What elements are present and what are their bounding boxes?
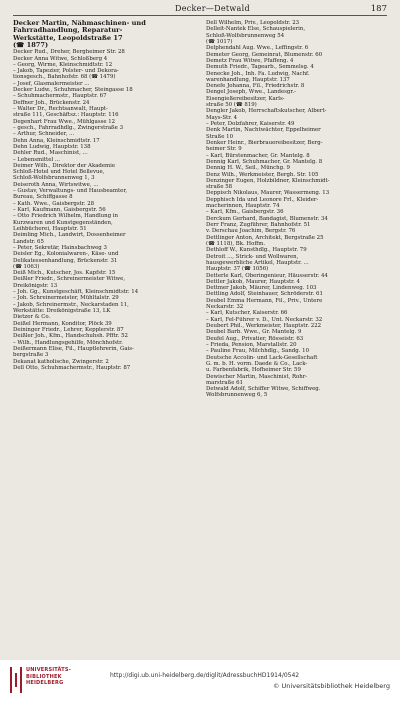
directory-line: – Pauline Frau, Milchhdlg., Sandg. 10 <box>206 348 309 355</box>
directory-line: (☎ 1118), Bk. Hoffm. <box>206 240 266 247</box>
directory-line: warenhandlung, Hauptstr. 137 <box>206 76 290 83</box>
directory-line: Dennig H. W., Seil., Münchg. 9 <box>206 165 290 172</box>
directory-line: Delleit-Nantek Else, Schauspielerin, <box>206 26 306 33</box>
directory-line: – Arthur, Schneider, ... <box>13 131 75 138</box>
directory-line: Detroit ..., Strick- und Wollwaren, <box>206 253 299 260</box>
directory-line: Fahrradhandlung, Reparatur- <box>13 27 123 35</box>
directory-line: – Kath. Wwe., Gaisbergstr. 28 <box>13 200 95 207</box>
directory-line: Delphendahl Aug. Wwe., Leffingstr. 6 <box>206 45 309 52</box>
directory-line: Dell Otto, Schuhmachermstr., Hauptstr. 87 <box>13 364 131 371</box>
directory-line: Denecke Joh., Inh. Fa. Ludwig, Nachf. <box>206 70 310 77</box>
directory-line: Landstr. 65 <box>13 238 44 245</box>
directory-line: Decker Rud., Dreher, Bergheimer Str. 28 <box>13 49 125 56</box>
directory-line: Denker Heinr., Bierbrauereibesitzer, Berg- <box>206 139 323 146</box>
directory-line: – Frieda, Pension, Marstallstr. 20 <box>206 341 297 348</box>
directory-line: Schloß-Hotel und Hotel Bellevue, <box>13 169 105 176</box>
directory-line: Detwald Adolf, Schiffer Witwe, Schiffweg. <box>206 386 321 393</box>
directory-line: – Walter Dr., Rechtsanwalt, Haupt- <box>13 106 108 112</box>
directory-line: Demetz Frau Witwe, Pfaffeng. 4 <box>206 57 294 64</box>
directory-line: Hauptstr. 37 (☎ 1056) <box>206 266 269 273</box>
running-head: Decker—Detwald <box>175 4 250 13</box>
directory-line: – Jakob, Schreinermstr., Neckarstaden 11, <box>13 301 129 308</box>
directory-line: heimer Str. 9 <box>206 146 242 153</box>
directory-line: Bureau, Schiffgasse 8 <box>13 194 73 201</box>
directory-line: straße 111, Geschäftsz.: Hauptstr. 116 <box>13 112 119 119</box>
directory-line: – Georg, Wirme, Kleinschmidtstr. 12 <box>13 61 113 68</box>
directory-line: Deubert Phil., Werkmeister, Hauptstr. 222 <box>206 323 322 329</box>
library-logo-icon <box>10 667 22 693</box>
directory-line: Denzinger Eugen, Holzbildner, Kleinschmidt- <box>206 177 330 184</box>
directory-line: – Karl, Bürstenmacher, Gr. Mantelg. 8 <box>206 152 310 159</box>
directory-line: straße 50 (☎ 819) <box>206 102 257 109</box>
directory-line: Deiß Mich., Kutscher, Jos. Kapfstr. 15 <box>13 270 116 277</box>
directory-line: (☎ 1063) <box>13 263 40 270</box>
directory-line: Wolfsbrunnenweg 6, 5 <box>206 392 268 399</box>
directory-line: Derckum Gerhard, Bandagist, Blumenstr. 34 <box>206 215 328 222</box>
directory-line: – Joh. Schreinermeister, Mühltalstr. 29 <box>13 295 119 302</box>
directory-line: Deißermann Elise, Fil., Hauptlehrerin, Gais- <box>13 345 134 352</box>
directory-line: – gesch., Fahrradhdlg., Zwingerstraße 3 <box>13 124 123 131</box>
directory-line: Decker Anna Witwe, Schloßberg 4 <box>13 55 108 62</box>
directory-line: tionsgesch., Bahnhofstr. 68 (☎ 1479) <box>13 74 116 81</box>
directory-line: u. Farbenfabrik, Hofheimer Str. 59 <box>206 367 301 374</box>
directory-line: Schloß-Wolfsbrunnenweg 54 <box>206 32 285 39</box>
directory-line: Denz Wilh., Werkmeister, Bergh. Str. 105 <box>206 171 319 178</box>
directory-line: Dethloff W., Kunsthdlg., Hauptstr. 79 <box>206 247 307 254</box>
directory-line: Straße 10 <box>206 133 234 140</box>
directory-line: Deutsche Accolin- und Lack-Gesellschaft <box>206 354 318 361</box>
directory-line: – Gustav, Verwaltungs- und Hausbeamter, <box>13 188 128 195</box>
directory-line: v. Derschau Joachim, Bergstr. 76 <box>206 228 296 235</box>
directory-line: marstraße 61 <box>206 379 243 386</box>
directory-line: Demeter Georg, Gemeinrat, Blumenstr. 60 <box>206 51 323 58</box>
directory-line: straße 58 <box>206 184 233 191</box>
directory-line: – Otto Friedrich Wilhelm, Handlung in <box>13 213 118 220</box>
directory-line: – Karl, Kaufmann, Gaisbergstr. 56 <box>13 207 106 213</box>
header-rule <box>13 15 387 16</box>
directory-line: Deufel Aug., Privatier, Rösseistr. 63 <box>206 335 304 342</box>
directory-line: – Schuhmachermstr., Hauptstr. 67 <box>13 93 107 100</box>
directory-line: (☎ 1017) <box>206 38 233 45</box>
directory-line: Dettler Jakob, Maurer, Hauptstr. 4 <box>206 278 300 285</box>
directory-line: Dengler Jakob, Herrschaftskutscher, Albert- <box>206 108 327 115</box>
directory-line: Kurzwaren und Kunstgegenständen, <box>13 219 113 226</box>
directory-line: Deininger Friedr., Lehrer, Kepplerstr. 87 <box>13 326 124 333</box>
directory-line: Deffner Joh., Brückenstr. 24 <box>13 99 90 106</box>
directory-line: Dreikönigstr. 13 <box>13 282 58 289</box>
directory-line: Deimling Mich., Landwirt, Dossenheimer <box>13 232 126 239</box>
directory-line: Dettlinger Anton, Architekt, Bergstraße 25 <box>206 234 324 241</box>
directory-line: Deimer Wilh., Direktor der Akademie <box>13 162 116 169</box>
directory-line: Eisengießereibesitzer, Karls- <box>206 95 285 102</box>
directory-line: Dewischer Martin, Maschinist, Rohr- <box>206 373 308 380</box>
directory-line: Deppisch Nikolaus, Maurer, Wassermeng. 13 <box>206 190 330 197</box>
permalink-url[interactable]: http://digi.ub.uni-heidelberg.de/diglit/AdressbuchHD1914/0542 <box>110 672 300 679</box>
directory-line: Dettling Adolf, Steinhauer, Schröderstr. 61 <box>206 291 323 298</box>
directory-line: Deubel Barb. Wwe., Gr. Mantelg. 9 <box>206 329 302 336</box>
directory-line: Dehn Ludwig, Hauptstr. 138 <box>13 143 91 150</box>
directory-line: Deisler Eg., Kolonialwaren-, Käse- und <box>13 251 119 258</box>
directory-line: hausgewerbliche Artikel, Hauptstr. ... <box>206 259 309 266</box>
directory-line: (☎ 1877) <box>13 41 49 49</box>
directory-line: – Josef, Glasmalermeister ... <box>13 80 90 87</box>
directory-line: G. m. b. H. vorm. Daede & Co., Lack- <box>206 360 308 367</box>
directory-line: – Lebensmittel ... <box>13 156 60 163</box>
library-logo <box>10 665 71 699</box>
directory-line: bergstraße 3 <box>13 352 49 359</box>
directory-line: Dennig Karl, Schuhmacher, Gr. Mantelg. 8 <box>206 158 323 165</box>
directory-line: Decker Ludw., Schuhmacher, Steingasse 18 <box>13 87 133 94</box>
directory-line: – Karl, Fel-Führer v. D., Unt. Neckarstr. 32 <box>206 316 323 323</box>
directory-line: Dell Wilhelm, Priv., Leopoldstr. 23 <box>206 20 300 26</box>
directory-line: Deißler Joh., Kfm., Handschuhsh. Pfftr. 52 <box>13 333 128 340</box>
directory-line: Detterle Karl, Oberingenieur, Häusserstr. 44 <box>206 272 328 279</box>
page-number: 187 <box>370 4 387 14</box>
directory-line: Werkstätte, Leopoldstraße 17 <box>13 34 123 42</box>
directory-line: Werkstätte: Dreikönigstraße 13, LK <box>13 308 111 314</box>
directory-line: Deubel Emma Hermann, Fil., Priv., Untere <box>206 297 323 304</box>
directory-line: macherinnen, Hauptstr. 74 <box>206 203 280 210</box>
directory-line: Mays-Str. 4 <box>206 114 238 121</box>
directory-line: Schloß-Wolfsbrunnenweg 1, 3 <box>13 175 95 182</box>
directory-line: Deiseroth Anna, Wirtswitwe, ... <box>13 181 99 188</box>
directory-line: Delikatessenhandlung, Brückenstr. 31 <box>13 257 118 264</box>
right-column <box>206 20 391 399</box>
directory-line: Deißel Hermann, Konditor, Plöck 39 <box>13 320 112 327</box>
directory-line: Neckarstr. 32 <box>206 304 244 311</box>
directory-line: Dengel Joseph, Wwe., Landesgr.- <box>206 89 296 96</box>
directory-line: Derr Franz, Zugführer, Bahnhofstr. 51 <box>206 222 311 228</box>
directory-line: Dekanat katholische, Zwingerstr. 2 <box>13 358 109 365</box>
directory-line: Denk Martin, Nachtwächter, Eppelheimer <box>206 127 321 134</box>
left-column <box>13 20 198 371</box>
directory-line: Dehler Rud., Maschinist, ... <box>13 150 88 157</box>
directory-line: – Peter, Sekretär, Hainsbachweg 3 <box>13 244 107 251</box>
directory-line: Depphisch Ida und Leonore Frl., Kleider- <box>206 196 319 203</box>
directory-line: Dietzer & Co. <box>13 314 51 321</box>
directory-line: Decker Martin, Nähmaschinen- und <box>13 20 146 27</box>
directory-line: – Karl, Kutscher, Kaiserstr. 66 <box>206 310 288 317</box>
directory-line: – Jakob, Tapezier, Polster- und Dekora- <box>13 68 119 75</box>
directory-line: Degenhart Frau Wwe., Mühlgasse 12 <box>13 118 116 125</box>
directory-line: – Karl, Kfm., Gaisbergstr. 36 <box>206 209 284 216</box>
library-logo-text: UNIVERSITÄTS- BIBLIOTHEK HEIDELBERG <box>26 667 71 687</box>
directory-line: Deißler Friedr., Schreinermeister Witwe, <box>13 276 126 283</box>
directory-line: Leihbücherei, Hauptstr. 51 <box>13 225 87 232</box>
directory-line: – Joh. Gg., Kunstgeschäft, Kleinschmidtstr. 14 <box>13 289 139 296</box>
directory-line: Dettmer Jakob, Mäurer, Lindenweg. 103 <box>206 285 317 292</box>
directory-line: – Peter, Dolzfahrer, Kaiserstr. 49 <box>206 121 295 127</box>
directory-line: – Wilh., Handlungsgehilfe, Mönchhofstr. <box>13 339 123 346</box>
directory-line: Dehn Anna, Kleinschmidtstr. 17 <box>13 137 100 144</box>
viewer-footer <box>0 660 400 702</box>
copyright-notice: © Universitätsbibliothek Heidelberg <box>272 682 390 690</box>
directory-line: Demuth Friedr., Tagearb., Semmelsg. 4 <box>206 64 314 71</box>
directory-line: Denefe Johanna, Fil., Friedrichstr. 8 <box>206 83 305 90</box>
